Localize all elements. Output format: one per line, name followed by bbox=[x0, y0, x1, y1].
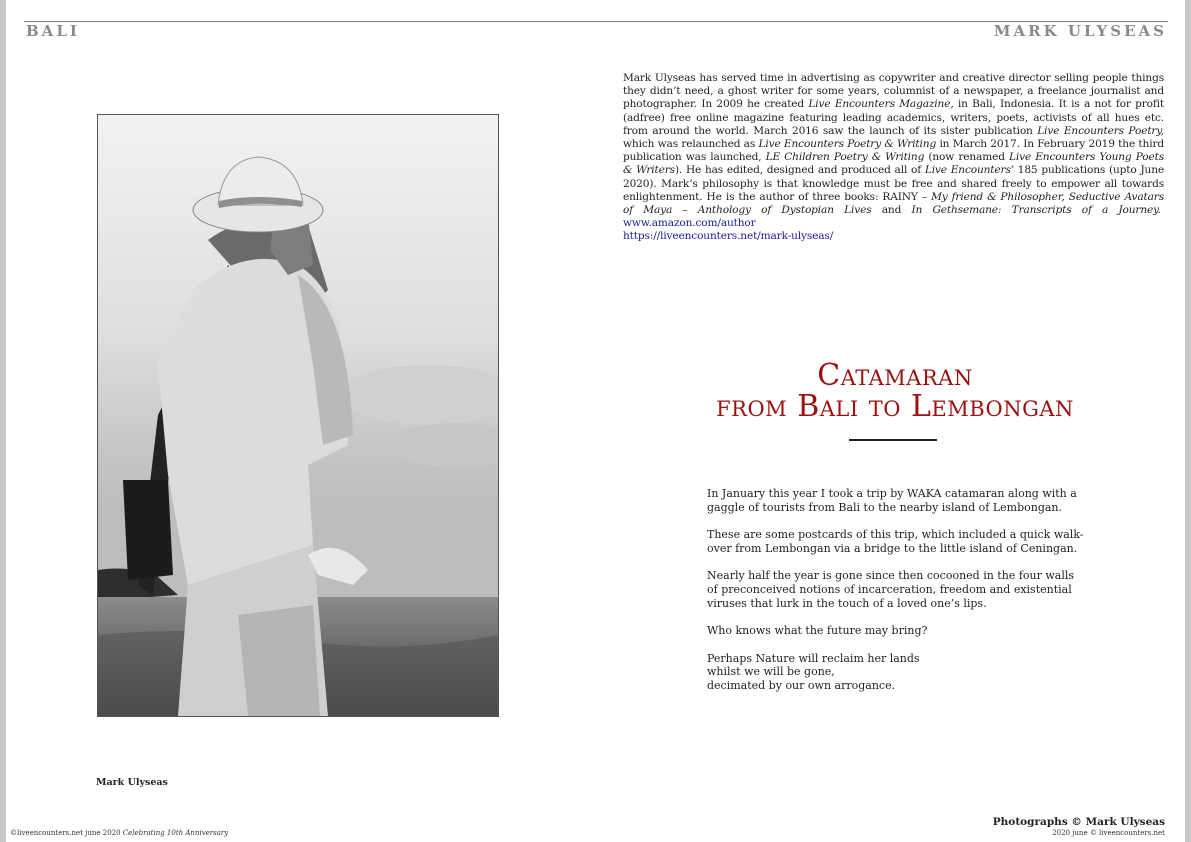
section-header: BALI bbox=[26, 22, 80, 40]
title-divider bbox=[849, 439, 937, 441]
footer-left: ©liveencounters.net june 2020 Celebrating 10th Anniversary bbox=[10, 829, 229, 837]
intro-verse: Perhaps Nature will reclaim her lands whilst we will be gone, decimated by our own arrogance. bbox=[707, 651, 920, 692]
title-line-2: from Bali to Lembongan bbox=[716, 389, 1074, 424]
article-title bbox=[640, 360, 1150, 422]
amazon-author-link[interactable]: www.amazon.com/author bbox=[623, 217, 756, 230]
intro-paragraph: These are some postcards of this trip, which included a quick walk-over from Lembongan via a bridge to the little island of Ceningan. bbox=[707, 528, 1084, 555]
title-line-1: Catamaran bbox=[817, 358, 973, 393]
photo-credit: Photographs © Mark Ulyseas bbox=[992, 816, 1165, 828]
intro-paragraph: Nearly half the year is gone since then cocooned in the four walls of preconceived notions of incarceration, freedom and existential viruses that lurk in the touch of a loved one’s lips. bbox=[707, 569, 1075, 610]
intro-paragraph: In January this year I took a trip by WAKA catamaran along with a gaggle of tourists from Bali to the nearby island of Lembongan. bbox=[707, 487, 1077, 514]
author-page-link[interactable]: https://liveencounters.net/mark-ulyseas/ bbox=[623, 230, 834, 243]
article-intro bbox=[707, 487, 1087, 707]
intro-paragraph: Who knows what the future may bring? bbox=[707, 624, 928, 638]
footer-right: 2020 june © liveencounters.net bbox=[1052, 829, 1165, 837]
photo-caption: Mark Ulyseas bbox=[96, 777, 168, 788]
right-margin-bar bbox=[1185, 0, 1191, 842]
left-margin-bar bbox=[0, 0, 6, 842]
author-bio: Mark Ulyseas has served time in advertising as copywriter and creative director selling people things they didn’t need, a ghost writer for some years, columnist of a newspaper, a freelance journalist and photographer. In 2009 he created Live Encounters Magazine, in Bali, Indonesia. It is a not for profit (adfree) free online magazine featuring leading academics, writers, poets, activists of all hues etc. from around the world. March 2016 saw the launch of its sister publication Live Encounters Poetry, which was relaunched as Live Encounters Poetry & Writing in March 2017. In February 2019 the third publication was launched, LE Children Poetry & Writing (now renamed Live Encounters Young Poets & Writers). He has edited, designed and produced all of Live Encounters’ 185 publications (upto June 2020). Mark’s philosophy is that knowledge must be free and shared freely to empower all towards enlightenment. He is the author of three books: RAINY – My friend & Philosopher, Seductive Avatars of Maya – Anthology of Dystopian Lives and In Gethsemane: Transcripts of a Journey. www.amazon.com/author https://liveencounters.net/mark-ulyseas/ bbox=[623, 72, 1165, 243]
author-header: MARK ULYSEAS bbox=[993, 22, 1167, 40]
author-photo bbox=[97, 114, 499, 717]
